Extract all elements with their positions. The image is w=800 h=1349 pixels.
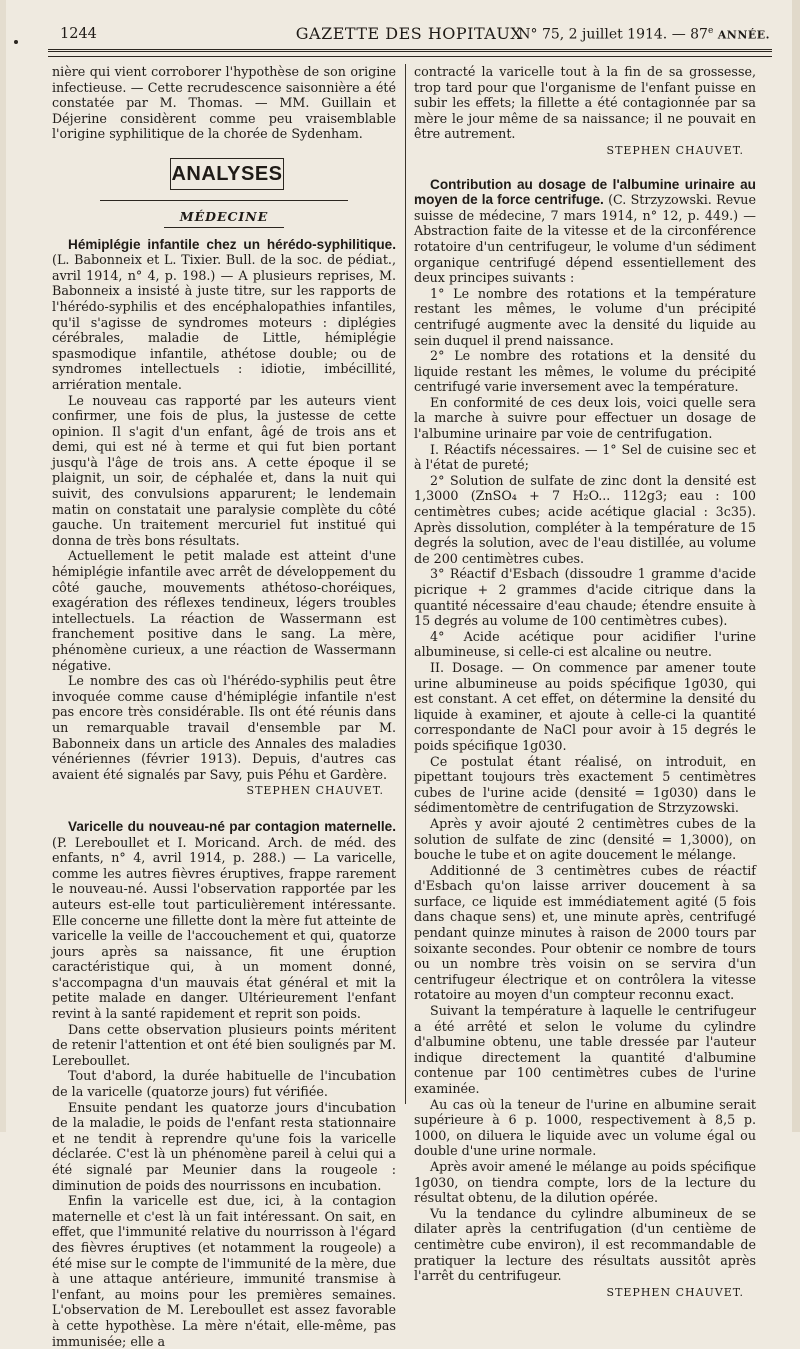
paragraph: 2° Le nombre des rotations et la densité du liquide restant les mêmes, le volume du précipité centrifugé varie inversement avec la température.	[414, 348, 756, 395]
article-heading: Varicelle du nouveau-né par contagion maternelle.	[68, 818, 396, 834]
bullet-mark	[14, 40, 18, 44]
article-heading: Hémiplégie infantile chez un hérédo-syphilitique.	[68, 236, 396, 252]
paragraph: Enfin la varicelle est due, ici, à la contagion maternelle et c'est là un fait intéressant. On sait, en effet, que l'immunité relative du nourrisson à l'égard des fièvres éruptives (et notamment la rougeole) a été mise sur le compte de l'immunité de la mère, due à une attaque antérieure, immunité transmise à l'enfant, au moins pour les premières semaines. L'observation de M. Lereboullet est assez favorable à cette hypothèse. La mère n'était, elle-même, pas immunisée; elle a	[52, 1193, 396, 1349]
paragraph: Ensuite pendant les quatorze jours d'incubation de la maladie, le poids de l'enfant resta stationnaire et ne tendit à reprendre qu'une fois la varicelle déclarée. C'est là un phénomène pareil à celui qui a été signalé par Meunier dans la rougeole : diminution de poids des nourrissons en incubation.	[52, 1099, 396, 1193]
paragraph: Tout d'abord, la durée habituelle de l'incubation de la varicelle (quatorze jours) fut vérifiée.	[52, 1068, 396, 1100]
paragraph: Au cas où la teneur de l'urine en albumine serait supérieure à 6 p. 1000, respectivement à 8,5 p. 1000, on diluera le liquide avec un volume égal ou double d'une urine normale.	[414, 1096, 756, 1159]
paragraph: Suivant la température à laquelle le centrifugeur a été arrêté et selon le volume du cylindre d'albumine obtenu, une table dressée par l'auteur indique directement la quantité d'albumine contenue par 100 centimètres cubes de l'urine examinée.	[414, 1003, 756, 1096]
signature: STEPHEN CHAUVET.	[246, 784, 384, 798]
page-left-edge	[0, 0, 6, 1132]
paragraph: En conformité de ces deux lois, voici quelle sera la marche à suivre pour effectuer un dosage de l'albumine urinaire par voie de centrifugation.	[414, 394, 756, 442]
page-number: 1244	[60, 26, 97, 42]
article-hemiplegie: Hémiplégie infantile chez un hérédo-syphilitique. (L. Babonneix et L. Tixier. Bull. de la soc. de pédiat., avril 1914, n° 4, p. 198.) — A plusieurs reprises, M. Babonneix a insisté à juste titre, sur les rapports de l'hérédo-syphilis et des encéphalopathies infantiles, qu'il s'agisse de syndromes moteurs : diplégies cérébrales, maladie de Little, hémiplégie spasmodique infantile, athétose double; ou de syndromes intellectuels : idiotie, imbécillité, arriération mentale.	[52, 236, 396, 392]
paragraph: Le nombre des cas où l'hérédo-syphilis peut être invoquée comme cause d'hémiplégie infantile n'est pas encore très considérable. Ils ont été réunis dans un remarquable travail d'ensemble par M. Babonneix dans un article des Annales des maladies vénériennes (février 1913). Depuis, d'autres cas avaient été signalés par Savy, puis Péhu et Gardère.	[52, 673, 396, 782]
continuation-paragraph: contracté la varicelle tout à la fin de sa grossesse, trop tard pour que l'organisme de l'enfant puisse en subir les effets; la fillette a été contagionnée par sa mère le jour même de sa naissance; il ne pouvait en être autrement.	[414, 64, 756, 142]
paragraph: 4° Acide acétique pour acidifier l'urine albumineuse, si celle-ci est alcaline ou neutre.	[414, 628, 756, 660]
journal-title: GAZETTE DES HOPITAUX	[295, 24, 523, 43]
paragraph: 3° Réactif d'Esbach (dissoudre 1 gramme d'acide picrique + 2 grammes d'acide citrique dans la quantité nécessaire d'eau chaude; étendre ensuite à 15 degrés au volume de 100 centimètres cubes).	[414, 566, 756, 629]
subsection-rule	[164, 227, 284, 228]
issue-info: N° 75, 2 juillet 1914. — 87e ANNÉE.	[518, 26, 770, 43]
paragraph: Actuellement le petit malade est atteint d'une hémiplégie infantile avec arrêt de développement du côté gauche, mouvements athétoso-choréiques, exagération des réflexes tendineux, légers troubles intellectuels. La réaction de Wassermann est franchement positive dans le sang. La mère, phénomène curieux, a une réaction de Wassermann négative.	[52, 548, 396, 673]
paragraph: Ce postulat étant réalisé, on introduit, en pipettant toujours très exactement 5 centimètres cubes de l'urine acide (densité = 1g030) dans le sédimentomètre de centrifugation de Strzyzowski.	[414, 753, 756, 816]
article-varicelle: Varicelle du nouveau-né par contagion maternelle. (P. Lereboullet et I. Moricand. Arch. de méd. des enfants, n° 4, avril 1914, p. 288.) — La varicelle, comme les autres fièvres éruptives, frappe rarement le nouveau-né. Aussi l'observation rapportée par les auteurs est-elle tout particulièrement intéressante. Elle concerne une fillette dont la mère fut atteinte de varicelle la veille de l'accouchement et qui, quatorze jours après sa naissance, fit une éruption caractéristique qui, à un moment donné, s'accompagna d'un mauvais état général et mit la petite malade en danger. Ultérieurement l'enfant revint à la santé rapidement et reprit son poids.	[52, 818, 396, 1022]
running-header	[48, 24, 770, 46]
paragraph: Dans cette observation plusieurs points méritent de retenir l'attention et ont été bien soulignés par M. Lereboullet.	[52, 1021, 396, 1068]
intro-paragraph: nière qui vient corroborer l'hypothèse de son origine infectieuse. — Cette recrudescence saisonnière a été constatée par M. Thomas. — MM. Guillain et Déjerine considèrent comme peu vraisemblable l'origine syphilitique de la chorée de Sydenham.	[52, 64, 396, 142]
paragraph: II. Dosage. — On commence par amener toute urine albumineuse au poids spécifique 1g030, qui est constant. A cet effet, on détermine la densité du liquide à examiner, et ajoute à celle-ci la quantité correspondante de NaCl pour avoir à 15 degrés le poids spécifique 1g030.	[414, 659, 756, 753]
paragraph: Après y avoir ajouté 2 centimètres cubes de la solution de sulfate de zinc (densité = 1,3000), on bouche le tube et on agite doucement le mélange.	[414, 815, 756, 863]
article-albumine: Contribution au dosage de l'albumine urinaire au moyen de la force centrifuge. (C. Strzyzowski. Revue suisse de médecine, 7 mars 1914, n° 12, p. 449.) — Abstraction faite de la vitesse et de la circonférence rotatoire d'un centrifugeur, le volume d'un sédiment organique centrifugé dépend essentiellement des deux principes suivants :	[414, 176, 756, 286]
paragraph: Additionné de 3 centimètres cubes de réactif d'Esbach qu'on laisse arriver doucement à sa surface, ce liquide est immédiatement agité (5 fois dans chaque sens) et, une minute après, centrifugé pendant quinze minutes à raison de 2000 tours par soixante secondes. Pour obtenir ce nombre de tours ou un nombre très voisin on se servira d'un centrifugeur électrique et on contrôlera la vitesse rotatoire au moyen d'un compteur reconnu exact.	[414, 862, 756, 1003]
page-right-edge	[792, 0, 800, 1132]
signature: STEPHEN CHAUVET.	[606, 143, 744, 157]
right-column	[414, 64, 756, 1306]
section-heading: ANALYSES	[170, 158, 284, 190]
header-rule	[48, 56, 772, 57]
paragraph: I. Réactifs nécessaires. — 1° Sel de cuisine sec et à l'état de pureté;	[414, 441, 756, 473]
paragraph: Vu la tendance du cylindre albumineux de se dilater après la centrifugation (d'un centième de centimètre cube environ), il est recommandable de pratiquer la lecture des résultats aussitôt après l'arrêt du centrifugeur.	[414, 1205, 756, 1284]
signature: STEPHEN CHAUVET.	[606, 1285, 744, 1299]
header-double-rule	[48, 49, 772, 52]
paragraph: 2° Solution de sulfate de zinc dont la densité est 1,3000 (ZnSO₄ + 7 H₂O... 112g3; eau : 100 centimètres cubes; acide acétique glacial : 3c35). Après dissolution, compléter à la température de 15 degrés la solution, avec de l'eau distillée, au volume de 200 centimètres cubes.	[414, 472, 756, 566]
article-heading: Contribution au dosage de l'albumine urinaire au moyen de la force centrifuge.	[414, 176, 756, 208]
left-column	[52, 64, 396, 1349]
section-rule	[100, 200, 348, 201]
paragraph: Après avoir amené le mélange au poids spécifique 1g030, on tiendra compte, lors de la lecture du résultat obtenu, de la dilution opérée.	[414, 1158, 756, 1206]
subsection-heading: MÉDECINE	[179, 208, 269, 224]
paragraph: Le nouveau cas rapporté par les auteurs vient confirmer, une fois de plus, la justesse de cette opinion. Il s'agit d'un enfant, âgé de trois ans et demi, qui est né à terme et qui fut bien portant jusqu'à l'âge de trois ans. A cette époque il se plaignit, un soir, de céphalée et, dans la nuit qui suivit, des convulsions apparurent; le lendemain matin on constatait une paralysie complète du côté gauche. Un traitement mercuriel fut institué qui donna de très bons résultats.	[52, 392, 396, 548]
column-divider	[405, 64, 406, 1104]
paragraph: 1° Le nombre des rotations et la température restant les mêmes, le volume d'un précipité centrifugé augmente avec la densité du liquide au sein duquel il prend naissance.	[414, 285, 756, 348]
